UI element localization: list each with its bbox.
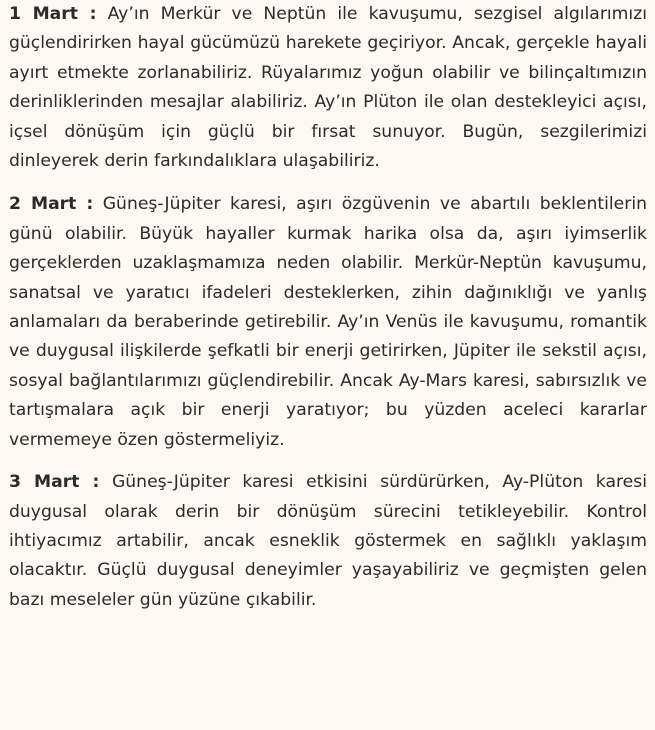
entry-date: 3 Mart : <box>9 472 100 493</box>
entry-text: Güneş-Jüpiter karesi, aşırı özgüvenin ve abartılı beklentilerin günü olabilir. Büyük hayaller kurmak harika olsa da, aşırı iyimserlik gerçeklerden uzaklaşmamıza neden olabilir. Merkür-Neptün kavuşumu, sanatsal ve yaratıcı ifadeleri desteklerken, zihin dağınıklığı ve yanlış anlamaları da beraberinde getirebilir. Ay’ın Venüs ile kavuşumu, romantik ve duygusal ilişkilerde şefkatli bir enerji getirirken, Jüpiter ile sekstil açısı, sosyal bağlantılarımızı güçlendirebilir. Ancak Ay-Mars karesi, sabırsızlık ve tartışmalara açık bir enerji yaratıyor; bu yüzden aceleci kararlar vermemeye özen göstermeliyiz. <box>9 194 647 450</box>
entry-march-2 <box>9 190 647 455</box>
entry-date: 1 Mart : <box>9 4 97 24</box>
entry-date: 2 Mart : <box>9 194 94 215</box>
entry-text: Güneş-Jüpiter karesi etkisini sürdürürken, Ay-Plüton karesi duygusal olarak derin bir dönüşüm sürecini tetikleyebilir. Kontrol ihtiyacımız artabilir, ancak esneklik göstermek en sağlıklı yaklaşım olacaktır. Güçlü duygusal deneyimler yaşayabiliriz ve geçmişten gelen bazı meseleler gün yüzüne çıkabilir. <box>9 472 647 610</box>
entry-march-3 <box>9 468 647 615</box>
entry-text: Ay’ın Merkür ve Neptün ile kavuşumu, sezgisel algılarımızı güçlendirirken hayal gücümüzü harekete geçiriyor. Ancak, gerçekle hayali ayırt etmekte zorlanabiliriz. Rüyalarımız yoğun olabilir ve bilinçaltımızın derinliklerinden mesajlar alabiliriz. Ay’ın Plüton ile olan destekleyici açısı, içsel dönüşüm için güçlü bir fırsat sunuyor. Bugün, sezgilerimizi dinleyerek derin farkındalıklara ulaşabiliriz. <box>9 4 647 172</box>
entry-march-1 <box>9 0 647 176</box>
